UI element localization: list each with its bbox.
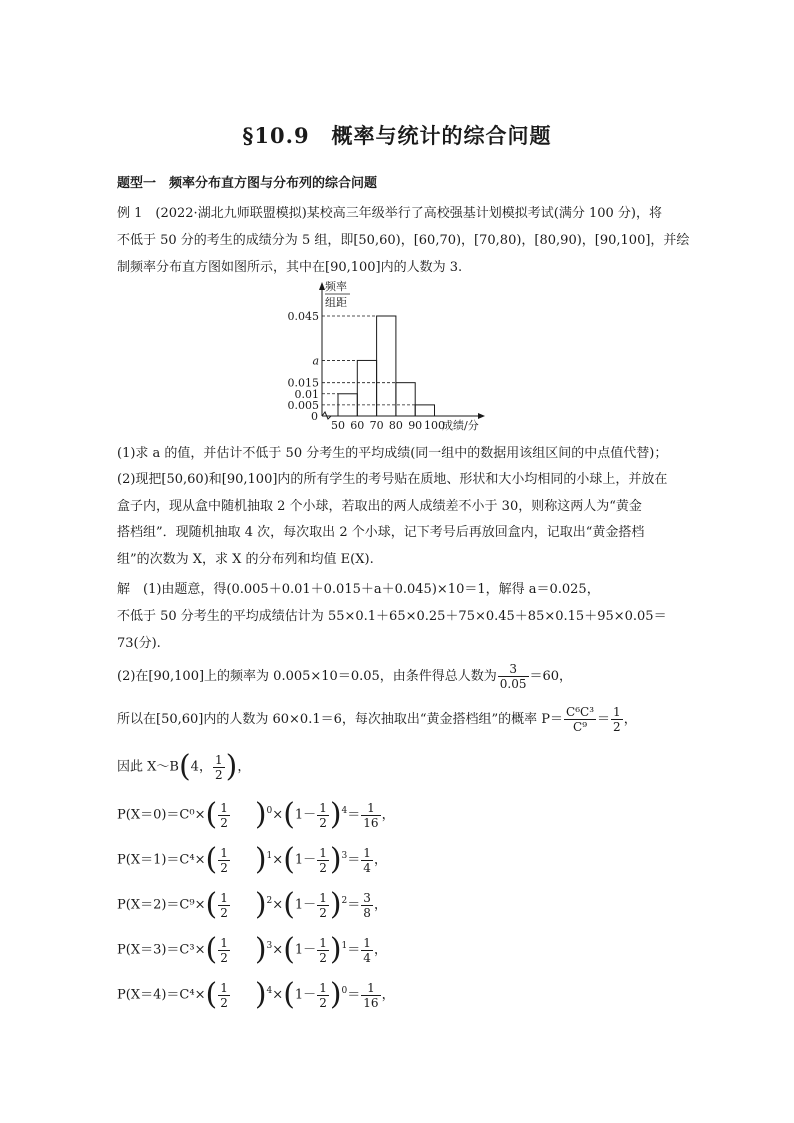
frac-den: 16 <box>363 995 379 1010</box>
times-sign: × <box>272 852 284 868</box>
frac-num: 3 <box>498 662 529 677</box>
solution-2-total <box>117 662 572 691</box>
right-paren-icon: ) <box>329 932 342 967</box>
frac-den: 2 <box>319 995 327 1010</box>
y-tick-label: 0.005 <box>287 398 319 412</box>
section-heading: 题型一 频率分布直方图与分布列的综合问题 <box>117 176 378 191</box>
x-tick-label: 50 <box>331 419 345 432</box>
y-axis-label-top: 频率 <box>325 280 347 293</box>
prob-lhs: P(X＝1)＝C⁴× <box>117 852 206 868</box>
frac-num: 1 <box>363 845 371 860</box>
frac-num: 1 <box>220 935 228 950</box>
x-tick-label: 70 <box>369 419 384 432</box>
probability-fraction <box>361 981 380 1010</box>
frac-num: 1 <box>319 890 327 905</box>
probability-fraction <box>361 891 373 920</box>
left-paren-icon: ( <box>283 842 295 877</box>
probability-fraction <box>361 801 380 830</box>
fraction-one-half <box>218 891 230 920</box>
histogram-bar <box>415 405 434 416</box>
exponent: 3 <box>341 851 348 862</box>
question-1: (1)求 a 的值，并估计不低于 50 分考生的平均成绩(同一组中的数据用该组区间的中点值代替)； <box>117 446 668 461</box>
frac-den: 2 <box>220 995 228 1010</box>
frac-num: 1 <box>214 752 223 767</box>
right-paren-icon: ) <box>254 932 267 967</box>
fraction-one-half <box>213 753 225 782</box>
x-axis-label: 成绩/分 <box>442 419 479 432</box>
fraction-3-over-005 <box>498 662 529 691</box>
solution-1-line-1: 解 (1)由题意，得(0.005＋0.01＋0.015＋a＋0.045)×10＝1，解得 a＝0.025， <box>117 582 600 597</box>
frac-den: 2 <box>319 815 327 830</box>
y-tick-label: 0.045 <box>287 310 319 323</box>
fraction-one-half <box>218 981 230 1010</box>
probability-fraction <box>361 936 373 965</box>
fraction-one-half <box>317 801 329 830</box>
right-paren-icon: ) <box>329 977 342 1012</box>
frac-num: 1 <box>220 845 228 860</box>
solution-2-total-text: (2)在[90,100]上的频率为 0.005×10＝0.05，由条件得总人数为 <box>117 669 497 684</box>
frac-den: 2 <box>220 860 228 875</box>
fraction-one-half <box>317 846 329 875</box>
times-sign: × <box>272 807 284 823</box>
y-tick-label: 0.015 <box>287 376 319 390</box>
frac-den: 4 <box>363 950 371 965</box>
solution-2-prob-text: 所以在[50,60]内的人数为 60×0.1＝6，每次抽取出“黄金搭档组”的概率 P＝ <box>117 712 564 727</box>
exponent: 1 <box>266 851 273 862</box>
frac-den: 2 <box>220 815 228 830</box>
exponent: 4 <box>341 806 348 817</box>
fraction-one-half <box>317 981 329 1010</box>
solution-1-line-3: 73(分). <box>117 636 161 651</box>
right-paren-icon: ) <box>254 977 267 1012</box>
x-tick-label: 80 <box>388 419 403 432</box>
question-2-line-4: 组”的次数为 X，求 X 的分布列和均值 E(X). <box>117 552 374 567</box>
left-paren-icon: ( <box>205 932 218 967</box>
fraction-one-half <box>218 936 230 965</box>
right-paren-icon: ) <box>254 797 267 832</box>
frac-den: 2 <box>319 905 327 920</box>
one-minus: 1－ <box>294 807 317 823</box>
times-sign: × <box>272 897 284 913</box>
one-minus: 1－ <box>294 942 317 958</box>
probability-row <box>117 932 387 967</box>
frac-den: C⁹ <box>573 720 588 734</box>
frac-den: 4 <box>363 860 371 875</box>
prob-lhs: P(X＝4)＝C⁴× <box>117 987 206 1003</box>
frac-num: 1 <box>220 980 228 995</box>
y-tick-label: 0 <box>311 410 318 423</box>
frac-den: 16 <box>363 815 379 830</box>
frac-num: 1 <box>319 980 327 995</box>
x-tick-label: 60 <box>350 419 365 432</box>
example-line-2: 不低于 50 分的考生的成绩分为 5 组，即[50,60)，[60,70)，[70,80)，[80,90)，[90,100]，并绘 <box>117 233 690 248</box>
times-sign: × <box>272 987 284 1003</box>
frac-num: 3 <box>363 890 371 905</box>
exponent: 2 <box>341 896 348 907</box>
x-tick-label: 90 <box>408 419 423 432</box>
left-paren-icon: ( <box>283 797 295 832</box>
prob-lhs: P(X＝2)＝C⁹× <box>117 897 206 913</box>
fraction-one-half <box>317 936 329 965</box>
one-minus: 1－ <box>294 852 317 868</box>
question-2-line-3: 搭档组”．现随机抽取 4 次，每次取出 2 个小球，记下考号后再放回盒内，记取出“黄金搭档 <box>117 525 645 540</box>
frac-den: 2 <box>214 767 223 782</box>
frac-den: 2 <box>220 950 228 965</box>
frac-num: 1 <box>361 981 380 996</box>
frac-den: 2 <box>220 905 228 920</box>
comma: ， <box>373 897 387 913</box>
right-paren-icon: ) <box>329 887 342 922</box>
right-paren-icon: ) <box>254 842 267 877</box>
exponent: 3 <box>266 941 273 952</box>
one-minus: 1－ <box>294 987 317 1003</box>
solution-2-binomial <box>117 749 251 784</box>
x-axis-arrow-icon <box>478 413 485 419</box>
fraction-one-half <box>218 801 230 830</box>
probability-row <box>117 977 395 1012</box>
fraction-one-half <box>611 705 623 734</box>
comma: ， <box>237 759 251 775</box>
prob-lhs: P(X＝0)＝C⁰× <box>117 807 206 823</box>
frac-num: 1 <box>363 935 371 950</box>
equals-sign: ＝ <box>347 942 361 958</box>
left-paren-icon: ( <box>205 842 218 877</box>
equals-sign: ＝ <box>347 852 361 868</box>
histogram-bar <box>377 316 396 416</box>
page-title: §10.9 概率与统计的综合问题 <box>242 123 552 148</box>
frac-num: 1 <box>220 890 228 905</box>
left-paren-icon: ( <box>283 977 295 1012</box>
exponent: 0 <box>266 806 273 817</box>
left-paren-icon: ( <box>205 977 218 1012</box>
y-axis-label-bottom: 组距 <box>325 296 347 309</box>
comma: ， <box>381 987 395 1003</box>
fraction-one-half <box>218 846 230 875</box>
frac-num: 1 <box>220 800 228 815</box>
binomial-n: 4， <box>190 759 212 775</box>
frac-num: 1 <box>361 801 380 816</box>
solution-2-total-result: ＝60， <box>529 669 573 684</box>
frac-den: 2 <box>613 720 621 734</box>
exponent: 2 <box>266 896 273 907</box>
fraction-one-half <box>317 891 329 920</box>
solution-2-prob <box>117 705 637 734</box>
comma: ， <box>373 852 387 868</box>
fraction-combination <box>564 705 596 734</box>
probability-row <box>117 797 395 832</box>
y-tick-label: a <box>312 354 319 368</box>
frac-num: 1 <box>613 705 621 719</box>
equals-sign: ＝ <box>597 712 611 727</box>
left-paren-icon: ( <box>283 887 295 922</box>
probability-fraction <box>361 846 373 875</box>
prob-lhs: P(X＝3)＝C³× <box>117 942 206 958</box>
right-paren-icon: ) <box>329 842 342 877</box>
exponent: 1 <box>341 941 348 952</box>
equals-sign: ＝ <box>347 897 361 913</box>
probability-row <box>117 842 387 877</box>
y-tick-label: 0.01 <box>294 387 319 401</box>
comma: ， <box>373 942 387 958</box>
frac-den: 8 <box>363 905 371 920</box>
equals-sign: ＝ <box>347 807 361 823</box>
frac-num: 1 <box>319 845 327 860</box>
right-paren-icon: ) <box>329 797 342 832</box>
one-minus: 1－ <box>294 897 317 913</box>
comma: ， <box>381 807 395 823</box>
binomial-text: 因此 X～B <box>117 759 179 775</box>
left-paren-icon: ( <box>283 932 295 967</box>
left-paren-icon: ( <box>205 797 218 832</box>
histogram-bar <box>357 360 376 416</box>
times-sign: × <box>272 942 284 958</box>
probability-row <box>117 887 387 922</box>
example-line-3: 制频率分布直方图如图所示，其中在[90,100]内的人数为 3. <box>117 260 463 275</box>
exponent: 0 <box>341 986 348 997</box>
frac-den: 2 <box>319 950 327 965</box>
frac-num: 1 <box>319 800 327 815</box>
example-line-1: 例 1 (2022·湖北九师联盟模拟)某校高三年级举行了高校强基计划模拟考试(满分 100 分)，将 <box>117 206 662 221</box>
frac-num: C⁶C³ <box>566 705 595 719</box>
left-paren-icon: ( <box>178 749 191 784</box>
frac-den: 0.05 <box>499 677 527 691</box>
frac-den: 2 <box>319 860 327 875</box>
question-2-line-2: 盒子内，现从盒中随机抽取 2 个小球，若取出的两人成绩差不小于 30，则称这两人为“黄金 <box>117 499 642 514</box>
frac-num: 1 <box>319 935 327 950</box>
frequency-histogram <box>280 278 490 432</box>
question-2-line-1: (2)现把[50,60)和[90,100]内的所有学生的考号贴在质地、形状和大小均相同的小球上，并放在 <box>117 472 668 487</box>
right-paren-icon: ) <box>225 749 238 784</box>
right-paren-icon: ) <box>254 887 267 922</box>
histogram-bar <box>396 383 415 416</box>
exponent: 4 <box>266 986 273 997</box>
x-tick-label: 100 <box>424 419 445 432</box>
comma: ， <box>623 712 637 727</box>
solution-1-line-2: 不低于 50 分考生的平均成绩估计为 55×0.1＋65×0.25＋75×0.45＋85×0.15＋95×0.05＝ <box>117 609 667 624</box>
left-paren-icon: ( <box>205 887 218 922</box>
equals-sign: ＝ <box>347 987 361 1003</box>
